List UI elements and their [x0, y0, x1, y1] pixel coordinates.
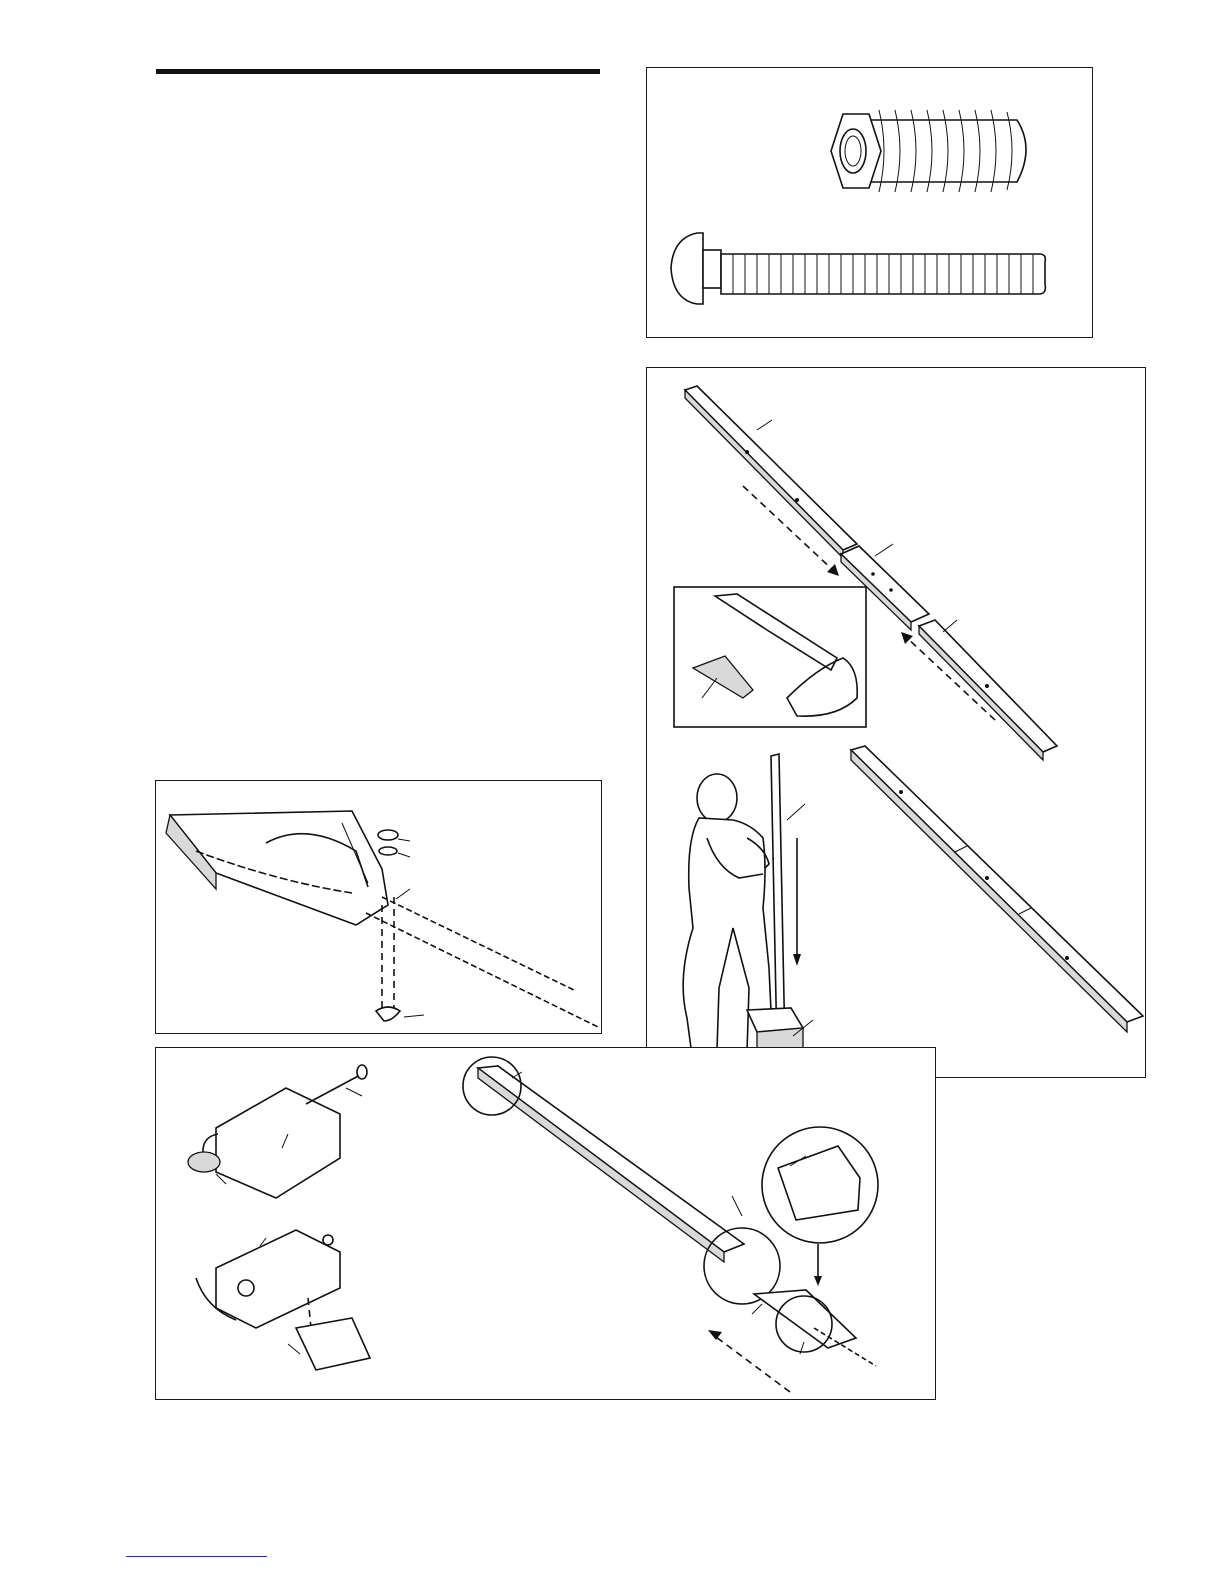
lock-nut-icon: [831, 110, 1026, 192]
rail-icon: [463, 1057, 780, 1304]
figure-chain-trolley: [155, 780, 602, 1034]
wood-block-icon: [747, 1008, 813, 1052]
carriage-bolt-icon: [671, 233, 1045, 304]
trolley-icon: [288, 1318, 370, 1370]
heading-rule: [156, 69, 600, 74]
screwdriver-icon: [674, 587, 866, 727]
wing-nut-icon: [376, 1007, 424, 1021]
washer-icon: [378, 830, 410, 857]
figure-idler-trolley: [155, 1047, 936, 1400]
idler-pulley-icon: [196, 1230, 340, 1338]
trolley-icon: [752, 1127, 878, 1366]
idler-pulley-icon: [203, 1065, 367, 1198]
footer-link[interactable]: [126, 1556, 267, 1557]
figure-hardware: [646, 67, 1093, 338]
rail-section-icon: [851, 746, 1143, 1032]
trolley-icon: [166, 811, 388, 925]
figure-rail-assembly: [646, 367, 1146, 1078]
